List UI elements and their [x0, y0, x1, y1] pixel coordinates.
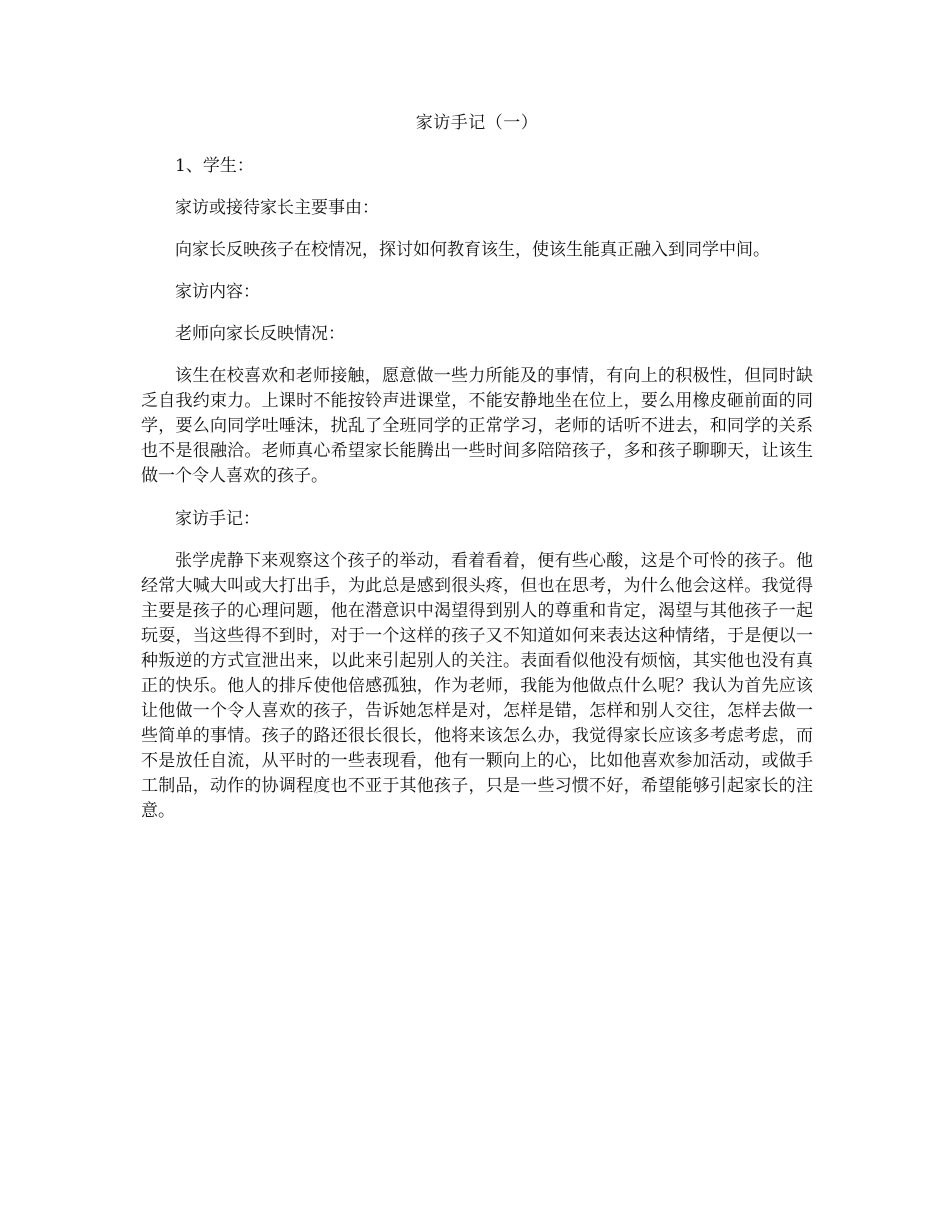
paragraph-notes: 张学虎静下来观察这个孩子的举动，看着看着，便有些心酸，这是个可怜的孩子。他经常大喊大叫或大打出手，为此总是感到很头疼，但也在思考，为什么他会这样。我觉得主要是孩子的心理问题，他在潜意识中渴望得到别人的尊重和肯定，渴望与其他孩子一起玩耍，当这些得不到时，对于一个这样的孩子又不知道如何来表达这种情绪，于是便以一种叛逆的方式宣泄出来，以此来引起别人的关注。表面看似他没有烦恼，其实他也没有真正的快乐。他人的排斥使他倍感孤独，作为老师，我能为他做点什么呢？我认为首先应该让他做一个令人喜欢的孩子，告诉她怎样是对，怎样是错，怎样和别人交往，怎样去做一些简单的事情。孩子的路还很长很长，他将来该怎么办，我觉得家长应该多考虑考虑，而不是放任自流，从平时的一些表现看，他有一颗向上的心，比如他喜欢参加活动，或做手工制品，动作的协调程度也不亚于其他孩子，只是一些习惯不好，希望能够引起家长的注意。 — [141, 551, 813, 821]
paragraph-teacher-heading: 老师向家长反映情况： — [175, 324, 345, 344]
paragraph-notes-heading: 家访手记： — [175, 509, 260, 529]
paragraph-content-heading: 家访内容： — [175, 282, 260, 302]
paragraph-reason-heading: 家访或接待家长主要事由： — [175, 198, 379, 218]
document-body — [141, 110, 813, 842]
document-title: 家访手记（一） — [415, 113, 539, 133]
paragraph-reason: 向家长反映孩子在校情况，探讨如何教育该生，使该生能真正融入到同学中间。 — [175, 240, 770, 260]
paragraph-student: 1、学生： — [175, 156, 254, 176]
paragraph-teacher-report: 该生在校喜欢和老师接触，愿意做一些力所能及的事情，有向上的积极性，但同时缺乏自我约束力。上课时不能按铃声进课堂，不能安静地坐在位上，要么用橡皮砸前面的同学，要么向同学吐唾沫，扰乱了全班同学的正常学习，老师的话听不进去，和同学的关系也不是很融洽。老师真心希望家长能腾出一些时间多陪陪孩子，多和孩子聊聊天，让该生做一个令人喜欢的孩子。 — [141, 366, 813, 486]
